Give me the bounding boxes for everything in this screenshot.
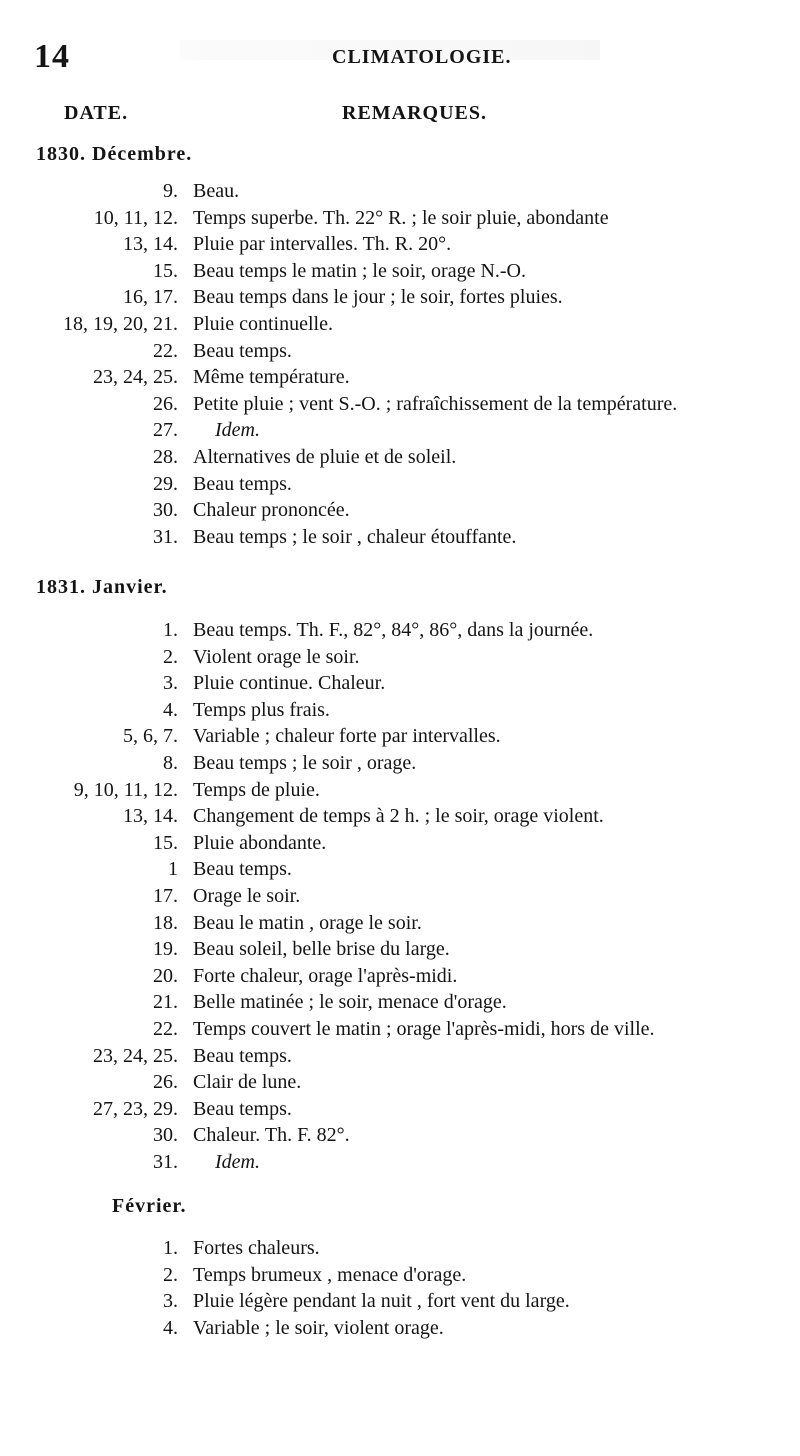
entry-remark: Belle matinée ; le soir, menace d'orage. bbox=[193, 991, 507, 1014]
entry-date: 1 bbox=[168, 858, 178, 881]
log-entry bbox=[0, 205, 800, 232]
entry-remark: Petite pluie ; vent S.-O. ; rafraîchissement de la température. bbox=[193, 392, 678, 415]
entry-remark: Beau temps. bbox=[193, 858, 292, 881]
entry-remark: Même température. bbox=[193, 366, 350, 389]
section-heading: Février. bbox=[112, 1195, 187, 1217]
log-entry bbox=[0, 1069, 800, 1096]
column-header-remarks: REMARQUES. bbox=[342, 102, 488, 124]
entry-date: 22. bbox=[153, 1018, 178, 1040]
entry-remark: Forte chaleur, orage l'après-midi. bbox=[193, 964, 458, 987]
entry-date: 19. bbox=[153, 938, 178, 961]
entry-date: 1. bbox=[163, 619, 178, 641]
entry-date: 9, 10, 11, 12. bbox=[73, 778, 178, 801]
entry-date: 26. bbox=[153, 1071, 178, 1094]
log-entry bbox=[0, 311, 800, 338]
entry-date: 1. bbox=[163, 1237, 178, 1259]
entry-date: 15. bbox=[153, 831, 178, 854]
log-entry bbox=[0, 1288, 800, 1315]
log-entry bbox=[0, 723, 800, 750]
entry-date: 4. bbox=[163, 698, 178, 721]
log-entry bbox=[0, 471, 800, 498]
entry-remark: Pluie légère pendant la nuit , fort vent du large. bbox=[193, 1290, 570, 1313]
log-entry bbox=[0, 258, 800, 285]
entry-date: 23, 24, 25. bbox=[93, 366, 178, 389]
entry-date: 30. bbox=[153, 499, 178, 522]
section-heading: 1831. Janvier. bbox=[36, 576, 168, 598]
log-entry bbox=[0, 644, 800, 671]
entry-date: 23, 24, 25. bbox=[93, 1044, 178, 1067]
entry-date: 3. bbox=[163, 1290, 178, 1313]
entry-remark: Pluie par intervalles. Th. R. 20°. bbox=[193, 233, 452, 256]
log-entry bbox=[0, 697, 800, 724]
log-entry bbox=[0, 497, 800, 524]
log-entry bbox=[0, 830, 800, 857]
entry-date: 9. bbox=[163, 180, 178, 202]
entry-remark: Variable ; le soir, violent orage. bbox=[193, 1316, 444, 1339]
entry-remark: Chaleur prononcée. bbox=[193, 499, 350, 522]
entry-remark: Beau temps dans le jour ; le soir, fortes pluies. bbox=[193, 286, 563, 309]
entry-remark: Idem. bbox=[215, 1151, 260, 1173]
log-entry bbox=[0, 777, 800, 804]
log-entry bbox=[0, 1096, 800, 1123]
entry-date: 2. bbox=[163, 1263, 178, 1286]
entry-date: 5, 6, 7. bbox=[123, 725, 178, 748]
entry-remark: Beau temps. Th. F., 82°, 84°, 86°, dans la journée. bbox=[193, 619, 594, 641]
column-header-date: DATE. bbox=[64, 102, 129, 124]
entry-remark: Beau temps. bbox=[193, 1044, 292, 1067]
entry-remark: Temps plus frais. bbox=[193, 698, 330, 721]
entry-date: 31. bbox=[153, 1151, 178, 1173]
log-entry bbox=[0, 883, 800, 910]
entry-date: 26. bbox=[153, 392, 178, 415]
log-entry bbox=[0, 1315, 800, 1342]
log-entry bbox=[0, 1149, 800, 1176]
entry-remark: Temps couvert le matin ; orage l'après-midi, hors de ville. bbox=[193, 1018, 655, 1040]
entry-date: 30. bbox=[153, 1124, 178, 1147]
page-number: 14 bbox=[34, 38, 70, 75]
entry-date: 27, 23, 29. bbox=[93, 1097, 178, 1120]
log-entry bbox=[0, 284, 800, 311]
entry-remark: Pluie continuelle. bbox=[193, 313, 333, 335]
entry-remark: Beau temps le matin ; le soir, orage N.-O. bbox=[193, 259, 526, 282]
entry-remark: Beau temps. bbox=[193, 339, 292, 362]
log-entry bbox=[0, 178, 800, 205]
entry-remark: Beau. bbox=[193, 180, 240, 202]
entry-remark: Beau temps. bbox=[193, 1097, 292, 1120]
log-entry bbox=[0, 963, 800, 990]
log-entry bbox=[0, 1016, 800, 1043]
entry-date: 22. bbox=[153, 339, 178, 362]
entry-date: 15. bbox=[153, 259, 178, 282]
entry-date: 13, 14. bbox=[123, 805, 178, 828]
entry-remark: Beau temps ; le soir , chaleur étouffante. bbox=[193, 525, 517, 548]
entry-date: 13, 14. bbox=[123, 233, 178, 256]
log-entry bbox=[0, 391, 800, 418]
entry-remark: Chaleur. Th. F. 82°. bbox=[193, 1124, 350, 1147]
log-entry bbox=[0, 338, 800, 365]
entry-remark: Beau temps ; le soir , orage. bbox=[193, 752, 417, 774]
entry-remark: Temps superbe. Th. 22° R. ; le soir pluie, abondante bbox=[193, 206, 609, 229]
log-entry bbox=[0, 856, 800, 883]
entry-remark: Variable ; chaleur forte par intervalles. bbox=[193, 725, 501, 748]
entry-remark: Temps de pluie. bbox=[193, 778, 320, 801]
log-entry bbox=[0, 364, 800, 391]
log-entry bbox=[0, 444, 800, 471]
entry-remark: Beau soleil, belle brise du large. bbox=[193, 938, 450, 961]
log-entry bbox=[0, 803, 800, 830]
entry-date: 2. bbox=[163, 645, 178, 668]
entry-date: 18. bbox=[153, 911, 178, 934]
entry-date: 8. bbox=[163, 752, 178, 774]
log-entry bbox=[0, 1122, 800, 1149]
entry-date: 16, 17. bbox=[123, 286, 178, 309]
log-entry bbox=[0, 989, 800, 1016]
entry-date: 21. bbox=[153, 991, 178, 1014]
entry-remark: Pluie continue. Chaleur. bbox=[193, 672, 386, 695]
entry-date: 20. bbox=[153, 964, 178, 987]
entry-date: 18, 19, 20, 21. bbox=[63, 313, 178, 335]
log-entry bbox=[0, 617, 800, 644]
log-entry bbox=[0, 1043, 800, 1070]
log-entry bbox=[0, 910, 800, 937]
entry-date: 31. bbox=[153, 525, 178, 548]
log-entry bbox=[0, 231, 800, 258]
entry-date: 27. bbox=[153, 419, 178, 442]
entry-remark: Beau temps. bbox=[193, 472, 292, 495]
entry-remark: Violent orage le soir. bbox=[193, 645, 360, 668]
entry-remark: Pluie abondante. bbox=[193, 831, 327, 854]
entry-date: 10, 11, 12. bbox=[93, 206, 178, 229]
entry-remark: Beau le matin , orage le soir. bbox=[193, 911, 422, 934]
log-entry bbox=[0, 750, 800, 777]
log-entry bbox=[0, 1262, 800, 1289]
entry-date: 4. bbox=[163, 1316, 178, 1339]
log-entry bbox=[0, 417, 800, 444]
entry-remark: Idem. bbox=[215, 419, 260, 442]
entry-remark: Changement de temps à 2 h. ; le soir, orage violent. bbox=[193, 805, 604, 828]
entry-remark: Alternatives de pluie et de soleil. bbox=[193, 446, 457, 468]
entry-remark: Fortes chaleurs. bbox=[193, 1237, 320, 1259]
entry-remark: Clair de lune. bbox=[193, 1071, 302, 1094]
entry-date: 17. bbox=[153, 885, 178, 907]
entry-date: 28. bbox=[153, 446, 178, 468]
entry-remark: Temps brumeux , menace d'orage. bbox=[193, 1263, 467, 1286]
entry-remark: Orage le soir. bbox=[193, 885, 301, 907]
section-heading: 1830. Décembre. bbox=[36, 143, 193, 165]
log-entry bbox=[0, 1235, 800, 1262]
entry-date: 3. bbox=[163, 672, 178, 695]
log-entry bbox=[0, 524, 800, 551]
entry-date: 29. bbox=[153, 472, 178, 495]
log-entry bbox=[0, 936, 800, 963]
running-title: CLIMATOLOGIE. bbox=[332, 46, 512, 68]
log-entry bbox=[0, 670, 800, 697]
